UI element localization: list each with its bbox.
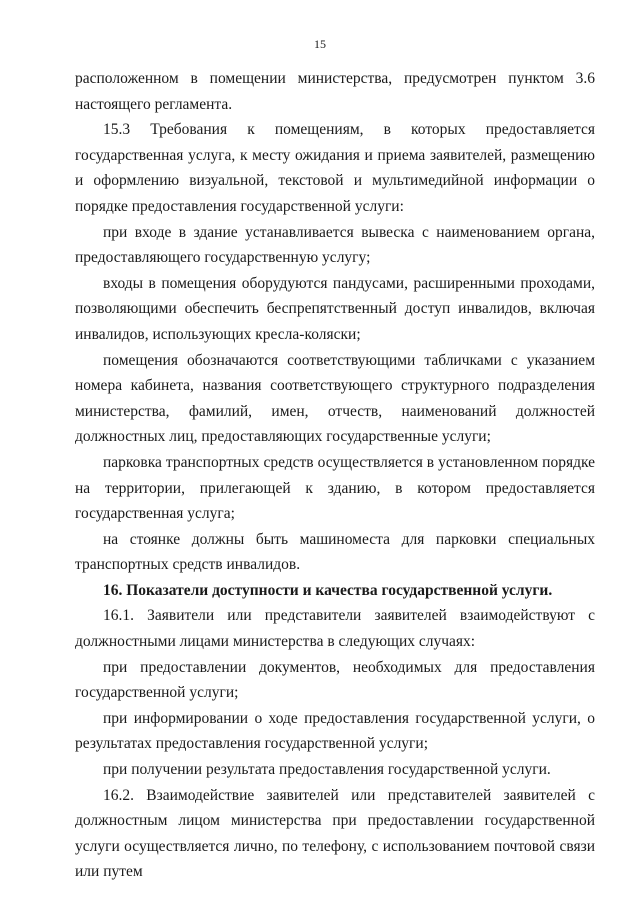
paragraph-16-1: 16.1. Заявители или представители заявителей взаимодействуют с должностными лицами министерства в следующих случаях: [75,607,595,651]
paragraph-result: при получении результата предоставления государственной услуги. [103,761,551,779]
paragraph-ramps: входы в помещения оборудуются пандусами, расширенными проходами, позволяющими обеспечить беспрепятственный доступ инвалидов, включая инвалидов, использующих кресла-коляски; [75,274,595,343]
document-body [75,66,595,885]
paragraph-signboard: при входе в здание устанавливается вывеска с наименованием органа, предоставляющего государственную услугу; [75,223,595,267]
paragraph-16-2: 16.2. Взаимодействие заявителей или представителей заявителей с должностным лицом министерства при предоставлении государственной услуги осуществляется лично, по телефону, с использованием почтовой связи или путем [75,786,595,881]
paragraph-disabled-parking: на стоянке должны быть машиноместа для парковки специальных транспортных средств инвалидов. [75,530,595,574]
page-number: 15 [314,37,326,51]
paragraph-continuation: расположенном в помещении министерства, предусмотрен пунктом 3.6 настоящего регламента. [75,70,595,113]
section-heading-16: 16. Показатели доступности и качества государственной услуги. [103,581,553,599]
paragraph-office-plates: помещения обозначаются соответствующими табличками с указанием номера кабинета, названия соответствующего структурного подразделения министерства, фамилий, имен, отчеств, наименований должностей должностных лиц, предоставляющих государственные услуги; [75,351,595,446]
paragraph-informing: при информировании о ходе предоставления государственной услуги, о результатах предоставления государственной услуги; [75,709,595,753]
paragraph-15-3: 15.3 Требования к помещениям, в которых предоставляется государственная услуга, к месту ожидания и приема заявителей, размещению и оформлению визуальной, текстовой и мультимедийной информации о порядке предоставления государственной услуги: [75,121,595,215]
paragraph-documents: при предоставлении документов, необходимых для предоставления государственной услуги; [75,658,595,702]
paragraph-parking: парковка транспортных средств осуществляется в установленном порядке на территории, прилегающей к зданию, в котором предоставляется государственная услуга; [75,453,595,523]
